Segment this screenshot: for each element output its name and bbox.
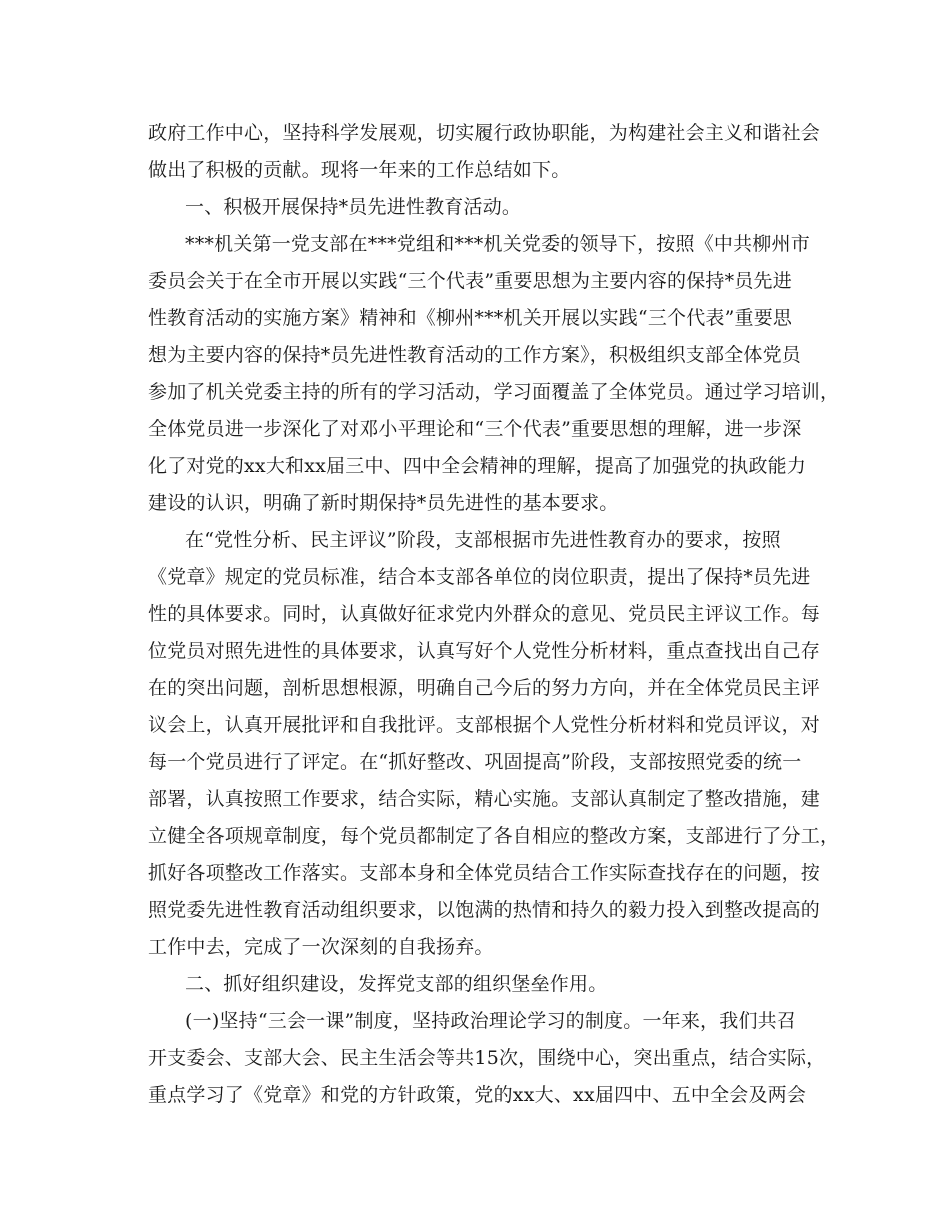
text-line: 《党章》规定的党员标准，结合本支部各单位的岗位职责，提出了保持*员先进 — [148, 566, 811, 588]
text-line: 想为主要内容的保持*员先进性教育活动的工作方案》，积极组织支部全体党员 — [148, 344, 802, 366]
text-line: 每一个党员进行了评定。在“抓好整改、巩固提高”阶段，支部按照党委的统一 — [148, 751, 802, 773]
text-line: 参加了机关党委主持的所有的学习活动，学习面覆盖了全体党员。通过学习培训， — [148, 381, 840, 403]
text-line: 位党员对照先进性的具体要求，认真写好个人党性分析材料，重点查找出自己存 — [148, 640, 821, 662]
text-line: 性教育活动的实施方案》精神和《柳州***机关开展以实践“三个代表”重要思 — [148, 307, 793, 329]
text-line: 部署，认真按照工作要求，结合实际，精心实施。支部认真制定了整改措施，建 — [148, 788, 821, 810]
text-line: 抓好各项整改工作落实。支部本身和全体党员结合工作实际查找存在的问题，按 — [148, 862, 821, 884]
text-line: 化了对党的xx大和xx届三中、四中全会精神的理解，提高了加强党的执政能力 — [148, 455, 807, 477]
text-line: 政府工作中心，坚持科学发展观，切实履行政协职能，为构建社会主义和谐社会 — [148, 122, 821, 144]
text-line: 建设的认识，明确了新时期保持*员先进性的基本要求。 — [148, 492, 619, 514]
text-line: 议会上，认真开展批评和自我批评。支部根据个人党性分析材料和党员评议，对 — [148, 714, 821, 736]
text-line: 重点学习了《党章》和党的方针政策，党的xx大、xx届四中、五中全会及两会 — [148, 1084, 807, 1106]
text-line: 性的具体要求。同时，认真做好征求党内外群众的意见、党员民主评议工作。每 — [148, 603, 821, 625]
text-line: 委员会关于在全市开展以实践“三个代表”重要思想为主要内容的保持*员先进 — [148, 270, 792, 292]
text-line: 立健全各项规章制度，每个党员都制定了各自相应的整改方案，支部进行了分工， — [148, 825, 840, 847]
section-heading: 二、抓好组织建设，发挥党支部的组织堡垒作用。 — [185, 973, 608, 995]
text-line: 全体党员进一步深化了对邓小平理论和“三个代表”重要思想的理解，进一步深 — [148, 418, 802, 440]
text-line: 开支委会、支部大会、民主生活会等共15次，围绕中心，突出重点，结合实际， — [148, 1047, 826, 1069]
section-heading: 一、积极开展保持*员先进性教育活动。 — [185, 196, 522, 218]
text-line: 做出了积极的贡献。现将一年来的工作总结如下。 — [148, 159, 571, 181]
text-line: ***机关第一党支部在***党组和***机关党委的领导下，按照《中共柳州市 — [185, 233, 810, 255]
text-line: 在“党性分析、民主评议”阶段，支部根据市先进性教育办的要求，按照 — [185, 529, 781, 551]
text-line: 工作中去，完成了一次深刻的自我扬弃。 — [148, 936, 494, 958]
text-line: (一)坚持“三会一课”制度，坚持政治理论学习的制度。一年来，我们共召 — [185, 1010, 797, 1032]
text-line: 在的突出问题，剖析思想根源，明确自己今后的努力方向，并在全体党员民主评 — [148, 677, 821, 699]
text-line: 照党委先进性教育活动组织要求，以饱满的热情和持久的毅力投入到整改提高的 — [148, 899, 821, 921]
